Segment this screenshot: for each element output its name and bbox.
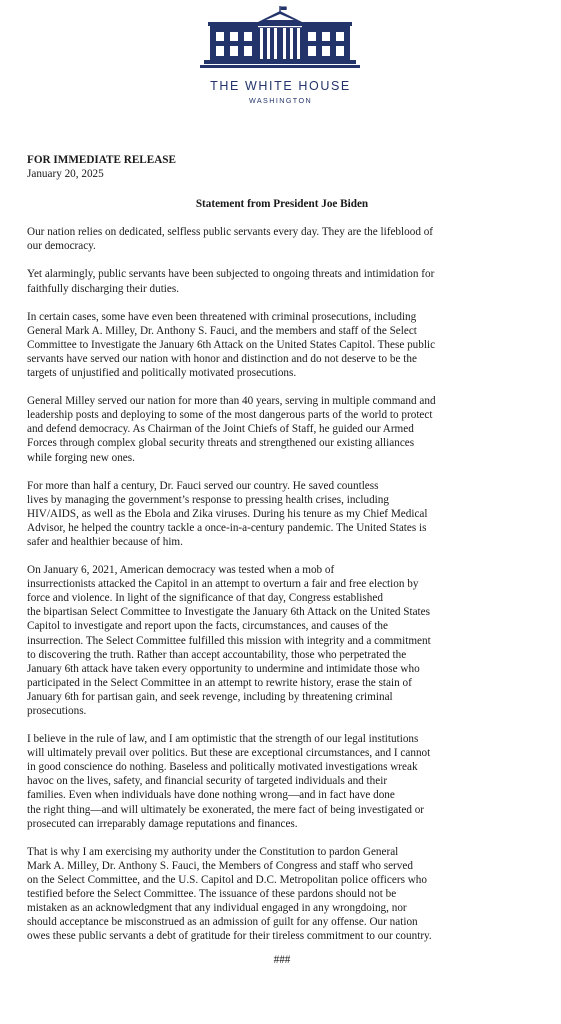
paragraph: On January 6, 2021, American democracy was tested when a mob of insurrectionists attacked the Capitol in an attempt to overturn a fair and free election by force and violence. In light of the significance of that day, Congress established the bipartisan Select Committee to Investigate the January 6th Attack on the United States Capitol to investigate and report upon the facts, circumstances, and causes of the insurrection. The Select Committee fulfilled this mission with integrity and a commitment to discovering the truth. Rather than accept accountability, those who perpetrated the January 6th attack have taken every opportunity to undermine and intimidate those who participated in the Select Committee in an attempt to rewrite history, erase the stain of January 6th for partisan gain, and seek revenge, including by threatening criminal prosecutions.: [27, 564, 431, 717]
paragraph: Our nation relies on dedicated, selfless public servants every day. They are the lifeblood of our democracy.: [27, 226, 434, 253]
paragraph: I believe in the rule of law, and I am optimistic that the strength of our legal institutions will ultimately prevail over politics. But these are exceptional circumstances, and I cannot in good conscience do nothing. Baseless and politically motivated investigations wreak havoc on the lives, safety, and financial security of targeted individuals and their families. Even when individuals have done nothing wrong—and in fact have done the right thing—and will ultimately be exonerated, the mere fact of being investigated or prosecuted can irreparably damage reputations and finances.: [27, 733, 431, 830]
letterhead: [0, 0, 561, 120]
paragraph: In certain cases, some have even been threatened with criminal prosecutions, including General Mark A. Milley, Dr. Anthony S. Fauci, and the members and staff of the Select Committee to Investigate the January 6th Attack on the United States Capitol. These public servants have served our nation with honor and distinction and do not deserve to be the targets of unjustified and politically motivated prosecutions.: [27, 310, 436, 380]
letterhead-title: THE WHITE HOUSE: [210, 79, 351, 93]
paragraph: General Milley served our nation for more than 40 years, serving in multiple command and leadership posts and deploying to some of the most dangerous parts of the world to protect and defend democracy. As Chairman of the Joint Chiefs of Staff, he guided our Armed Forces through complex global security threats and strengthened our existing alliances while forging new ones.: [27, 395, 436, 464]
paragraph: That is why I am exercising my authority under the Constitution to pardon General Mark A. Milley, Dr. Anthony S. Fauci, the Members of Congress and staff who served on the Select Committee, and the U.S. Capitol and D.C. Metropolitan police officers who testified before the Select Committee. The issuance of these pardons should not be mistaken as an acknowledgment that any individual engaged in any wrongdoing, nor should acceptance be misconstrued as an admission of guilt for any offense. Our nation owes these public servants a debt of gratitude for their tireless commitment to our country.: [27, 845, 432, 943]
letterhead-subtitle: WASHINGTON: [248, 96, 313, 105]
end-mark: ###: [273, 954, 291, 967]
white-house-building-icon: [200, 6, 360, 70]
release-label: FOR IMMEDIATE RELEASE: [27, 154, 176, 166]
release-date: January 20, 2025: [27, 168, 104, 181]
press-release-body: [27, 153, 537, 979]
statement-title: Statement from President Joe Biden: [195, 198, 369, 211]
paragraph: Yet alarmingly, public servants have been subjected to ongoing threats and intimidation for faithfully discharging their duties.: [27, 268, 435, 295]
paragraph: For more than half a century, Dr. Fauci served our country. He saved countless lives by managing the government’s response to pressing health crises, including HIV/AIDS, as well as the Ebola and Zika viruses. During his tenure as my Chief Medical Advisor, he helped the country tackle a once-in-a-century pandemic. The United States is safer and healthier because of him.: [27, 479, 428, 548]
